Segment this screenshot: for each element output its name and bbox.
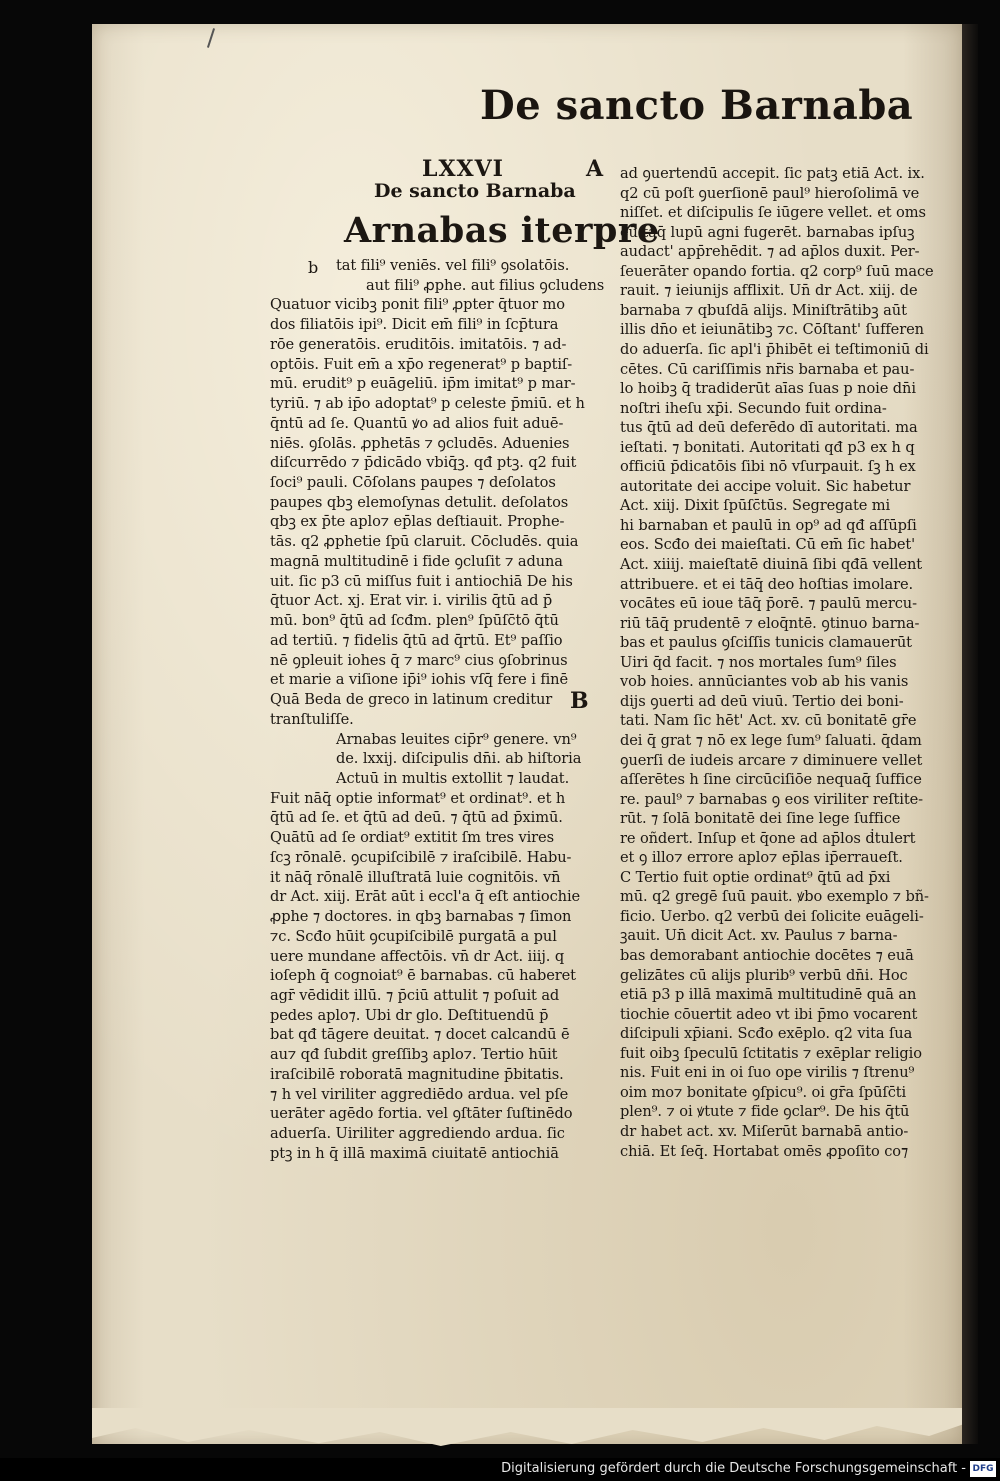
text-line: nē ꝯpleuit iohes q̄ ⁊ marc⁹ cius ꝯſobrinus (270, 651, 568, 669)
footer-credit: Digitalisierung gefördert durch die Deutsche Forschungsgemeinschaft - (501, 1461, 966, 1476)
text-line: autoritate dei accipe voluit. Sic habetur (620, 477, 911, 495)
text-line: cētes. Cū cariſſimis nr̄is barnaba et pau- (620, 360, 915, 378)
text-line: Act. xiiij. maieſtatē diuinā ſibi qđā vellent (620, 556, 923, 573)
text-line: vob hoies. annūciantes vob ab his vanis (620, 673, 909, 691)
text-line: bas demorabant antiochie docētes ⁊ euā (620, 947, 914, 964)
text-line: ſoci⁹ pauli. Cōſolans paupes ⁊ deſolatos (270, 474, 556, 492)
text-line: tati. Nam ſic hēt' Act. xv. cū bonitatē gr̄e (620, 712, 917, 730)
text-line: qbꝫ ex p̄te aplo⁊ ep̄las deſtiauit. Prophe- (270, 513, 565, 531)
text-line: dijs ꝯuerti ad deū viuū. Tertio dei boni- (620, 692, 904, 710)
text-line: bas et paulus ꝯſciſſis tunicis clamauerūt (620, 634, 912, 652)
left-text-column (270, 150, 660, 1162)
text-line: tiochie cōuertit adeo vt ibi p̄mo vocarent (620, 1005, 918, 1023)
text-line: rauit. ⁊ ieiunijs afflixit. Un̄ dr Act. xiij. de (620, 282, 918, 300)
text-line: noſtri iheſu xp̄i. Secundo fuit ordina- (620, 399, 887, 417)
text-line: nis. Fuit eni in oi ſuo ope virilis ⁊ ſtrenu⁹ (620, 1064, 915, 1082)
text-line: oim mo⁊ bonitate ꝯſpicu⁹. oi gr̄a ſpūſc̄ti (620, 1083, 907, 1101)
text-line: niēs. ꝯſolās. ꝓphetās ⁊ ꝯcludēs. Aduenies (270, 434, 570, 452)
incipit-line: Arnabas iterpre (344, 210, 660, 251)
text-line: niſſet. et diſcipulis ſe iūgere vellet. et oms (620, 204, 926, 222)
text-line: fuit oibꝫ ſpeculū ſctitatis ⁊ exēplar religio (620, 1044, 922, 1062)
text-line: diſcipuli xp̄iani. Scđo exēplo. q2 vita ſua (620, 1025, 913, 1043)
text-line: pedes aplo⁊. Ubi dr glo. Deſtituendū p̄ (270, 1006, 549, 1024)
text-line: eos. Scđo dei maieſtati. Cū em̄ ſic habet' (620, 536, 916, 554)
column-mark: A (586, 156, 604, 182)
text-line: barnaba ⁊ qbuſdā alijs. Miniſtrātibꝫ aūt (620, 301, 907, 319)
text-line: rōe generatōis. eruditōis. imitatōis. ⁊ ad- (270, 335, 567, 353)
text-line: mū. erudit⁹ p euāgeliū. ip̄m imitat⁹ p mar- (270, 375, 576, 393)
text-line: plen⁹. ⁊ oi ꝟtute ⁊ fide ꝯclar⁹. De his q̄tū (620, 1103, 910, 1121)
dfg-logo: DFG (970, 1461, 996, 1477)
text-line: illis dn̄o et ieiunātibꝫ ⁊c. Cōſtant' ſufferen (620, 321, 924, 339)
text-line: officiū p̄dicatōis ſibi nō vſurpauit. ſꝫ h ex (620, 458, 916, 476)
text-line: attribuere. et ei tāq̄ deo hoſtias imolare. (620, 575, 914, 593)
text-line: it nāq̄ rōnalē illuſtratā luie cognitōis. vn̄ (270, 868, 561, 886)
text-line: Act. xiij. Dixit ſpūſc̄tūs. Segregate mi (620, 497, 891, 515)
text-line: uere mundane affectōis. vn̄ dr Act. iiij. q (270, 947, 565, 965)
text-line: ioſeph q̄ cognoiat⁹ ē barnabas. cū haberet (270, 967, 576, 985)
text-line: ⁊ h vel viriliter aggrediēdo ardua. vel pſe (270, 1085, 569, 1103)
text-line: ꝓphe ⁊ doctores. in qbꝫ barnabas ⁊ ſimon (270, 908, 572, 926)
text-line: q̄tū ad ſe. et q̄tū ad deū. ⁊ q̄tū ad p̄ximū. (270, 809, 563, 827)
text-line: et marie a viſione ip̄i⁹ iohis vſq̄ fere i finē (270, 671, 569, 689)
text-line: tranſtuliſſe. (270, 710, 354, 728)
text-line: riū tāq̄ prudentē ⁊ eloq̄ntē. ꝯtinuo barna- (620, 614, 920, 632)
digitization-footer (0, 1458, 1000, 1481)
text-line: diſcurrēdo ⁊ p̄dicādo vbiq̄ꝫ. qđ ptꝫ. q2 fuit (270, 454, 577, 472)
text-line: ꝫauit. Un̄ dicit Act. xv. Paulus ⁊ barna- (620, 927, 898, 945)
text-line: de. lxxij. diſcipulis dn̄i. ab hiſtoria (336, 750, 582, 768)
text-line: aduerſa. Uiriliter aggrediendo ardua. ſic (270, 1125, 565, 1143)
text-line: re oñdert. Inſup et q̄one ad ap̄los ḋtulert (620, 829, 916, 847)
text-line: rūt. ⁊ ſolā bonitatē dei ſine lege ſuffice (620, 810, 901, 828)
text-line: Quatuor vicibꝫ ponit fili⁹ ꝓpter q̄tuor mo (270, 296, 565, 314)
text-line: dr Act. xiij. Erāt aūt i eccl'a q̄ eſt antiochie (270, 888, 581, 906)
text-line: etiā p3 p illā maximā multitudinē quā an (620, 986, 917, 1004)
text-line: C Tertio fuit optie ordinat⁹ q̄tū ad p̄xi (620, 868, 891, 886)
text-line: dei q̄ grat ⁊ nō ex lege ſum⁹ ſaluati. q̄dam (620, 731, 922, 749)
text-line: ſcꝫ rōnalē. ꝯcupiſcibilē ⁊ iraſcibilē. Habu- (270, 848, 572, 866)
text-line: q̄ntū ad ſe. Quantū ꝟo ad alios fuit aduē- (270, 414, 564, 432)
text-line: ad tertiū. ⁊ fidelis q̄tū ad q̄rtū. Et⁹ paſſio (270, 631, 563, 649)
text-line: re. paul⁹ ⁊ barnabas ꝯ eos viriliter reſtite- (620, 790, 924, 808)
text-line: Quā Beda de greco in latinum creditur (270, 691, 553, 709)
text-line: Fuit nāq̄ optie informat⁹ et ordinat⁹. et h (270, 789, 566, 807)
text-line: Arnabas leuites cip̄r⁹ genere. vn⁹ (336, 730, 577, 748)
text-line: bat qđ tāgere deuitat. ⁊ docet calcandū ē (270, 1026, 570, 1044)
text-line: do aduerſa. ſic apl'i p̄hibēt ei teſtimoniū di (620, 340, 929, 358)
text-line: vocātes eū ioue tāq̄ p̄orē. ⁊ paulū mercu- (620, 595, 917, 613)
text-line: q̄tuor Act. xj. Erat vir. i. virilis q̄tū ad p̄ (270, 592, 553, 610)
text-line: aſſerētes h ſine circūciſiōe nequaq̄ ſuffice (620, 771, 922, 789)
text-line: uerāter agēdo fortia. vel ꝯſtāter ſuſtinēdo (270, 1105, 573, 1123)
text-line: dr habet act. xv. Miſerūt barnabā antio- (620, 1122, 909, 1140)
text-line: ptꝫ in h q̄ illā maximā ciuitatē antiochiā (270, 1144, 559, 1162)
text-line: magnā multitudinē i fide ꝯcluſit ⁊ aduna (270, 552, 563, 570)
text-line: Uiri q̄d facit. ⁊ nos mortales ſum⁹ ſiles (620, 653, 897, 671)
text-line: tat fili⁹ veniēs. vel fili⁹ ꝯsolatōis. (336, 257, 570, 274)
text-line: dos filiatōis ipi⁹. Dicit em̄ fili⁹ in ſcp̄tura (270, 316, 559, 334)
text-line: ꝯuerſi de iudeis arcare ⁊ diminuere vellet (620, 751, 923, 769)
text-line: ſeuerāter opando fortia. q2 corp⁹ ſuū mace (620, 262, 934, 280)
running-head: De sancto Barnaba (480, 82, 914, 129)
text-line: tyriū. ⁊ ab ip̄o adoptat⁹ p celeste p̄miū. et h (270, 395, 585, 413)
initial-guide-letter: b (308, 258, 319, 277)
text-line: ⁊c. Scđo hūit ꝯcupiſcibilē purgatā a pul (270, 927, 557, 945)
text-line: mū. bon⁹ q̄tū ad ſcđm. plen⁹ ſpūſc̄tō q̄tū (270, 612, 559, 630)
chapter-number: LXXVI (422, 156, 504, 182)
text-line: audact' app̄rehēdit. ⁊ ad ap̄los duxit. Per- (620, 243, 920, 261)
text-line: lo hoibꝫ q̄ tradiderūt aīas ſuas p noie dn̄i (620, 380, 916, 398)
text-line: q2 cū poſt ꝯuerſionē paul⁹ hieroſolimā ve (620, 184, 920, 202)
text-line: aut fili⁹ ꝓphe. aut filius ꝯcludens (366, 276, 605, 294)
text-line: et ꝯ illo⁊ errore aplo⁊ ep̄las ip̄erraueſt. (620, 849, 903, 867)
text-line: gelizātes cū alijs plurib⁹ verbū dn̄i. Hoc (620, 966, 908, 984)
text-line: iraſcibilē roboratā magnitudine p̄bitatis. (270, 1065, 564, 1083)
text-line: hi barnaban et paulū in op⁹ ad qđ aſſūpſi (620, 516, 917, 534)
text-line: tās. q2 ꝓphetie ſpū claruit. Cōcludēs. quia (270, 533, 579, 551)
right-text-column (618, 150, 966, 1160)
text-line: eū tāq̄ lupū agni fugerēt. barnabas ipſuꝫ (620, 223, 915, 241)
text-line: ad ꝯuertendū accepit. ſic patꝫ etiā Act. ix. (620, 165, 925, 182)
text-line: au⁊ qđ ſubdit greſſibꝫ aplo⁊. Tertio hūit (270, 1046, 558, 1064)
section-mark: B (570, 688, 589, 714)
text-line: mū. q2 gregē ſuū pauit. ꝟbo exemplo ⁊ bñ- (620, 888, 929, 906)
chapter-heading: De sancto Barnaba (374, 180, 576, 202)
text-line: ficio. Uerbo. q2 verbū dei ſolicite euāgeli- (620, 907, 924, 925)
text-line: Actuū in multis extollit ⁊ laudat. (336, 769, 570, 787)
text-line: chiā. Et ſeq̄. Hortabat omēs ꝓpoſito co⁊ (620, 1142, 909, 1160)
text-line: uit. ſic p3 cū miſſus fuit i antiochiā De his (270, 572, 573, 590)
text-line: tus q̄tū ad deū deferēdo dī autoritati. ma (620, 419, 918, 437)
text-line: agr̄ vēdidit illū. ⁊ p̄ciū attulit ⁊ poſuit ad (270, 987, 560, 1004)
text-line: optōis. Fuit em̄ a xp̄o regenerat⁹ p baptiſ- (270, 355, 573, 373)
text-line: paupes qbꝫ elemoſynas detulit. deſolatos (270, 493, 569, 511)
text-line: ieſtati. ⁊ bonitati. Autoritati qđ p3 ex h q (620, 438, 915, 456)
text-line: Quātū ad ſe ordiat⁹ extitit ſm tres vires (270, 829, 554, 847)
